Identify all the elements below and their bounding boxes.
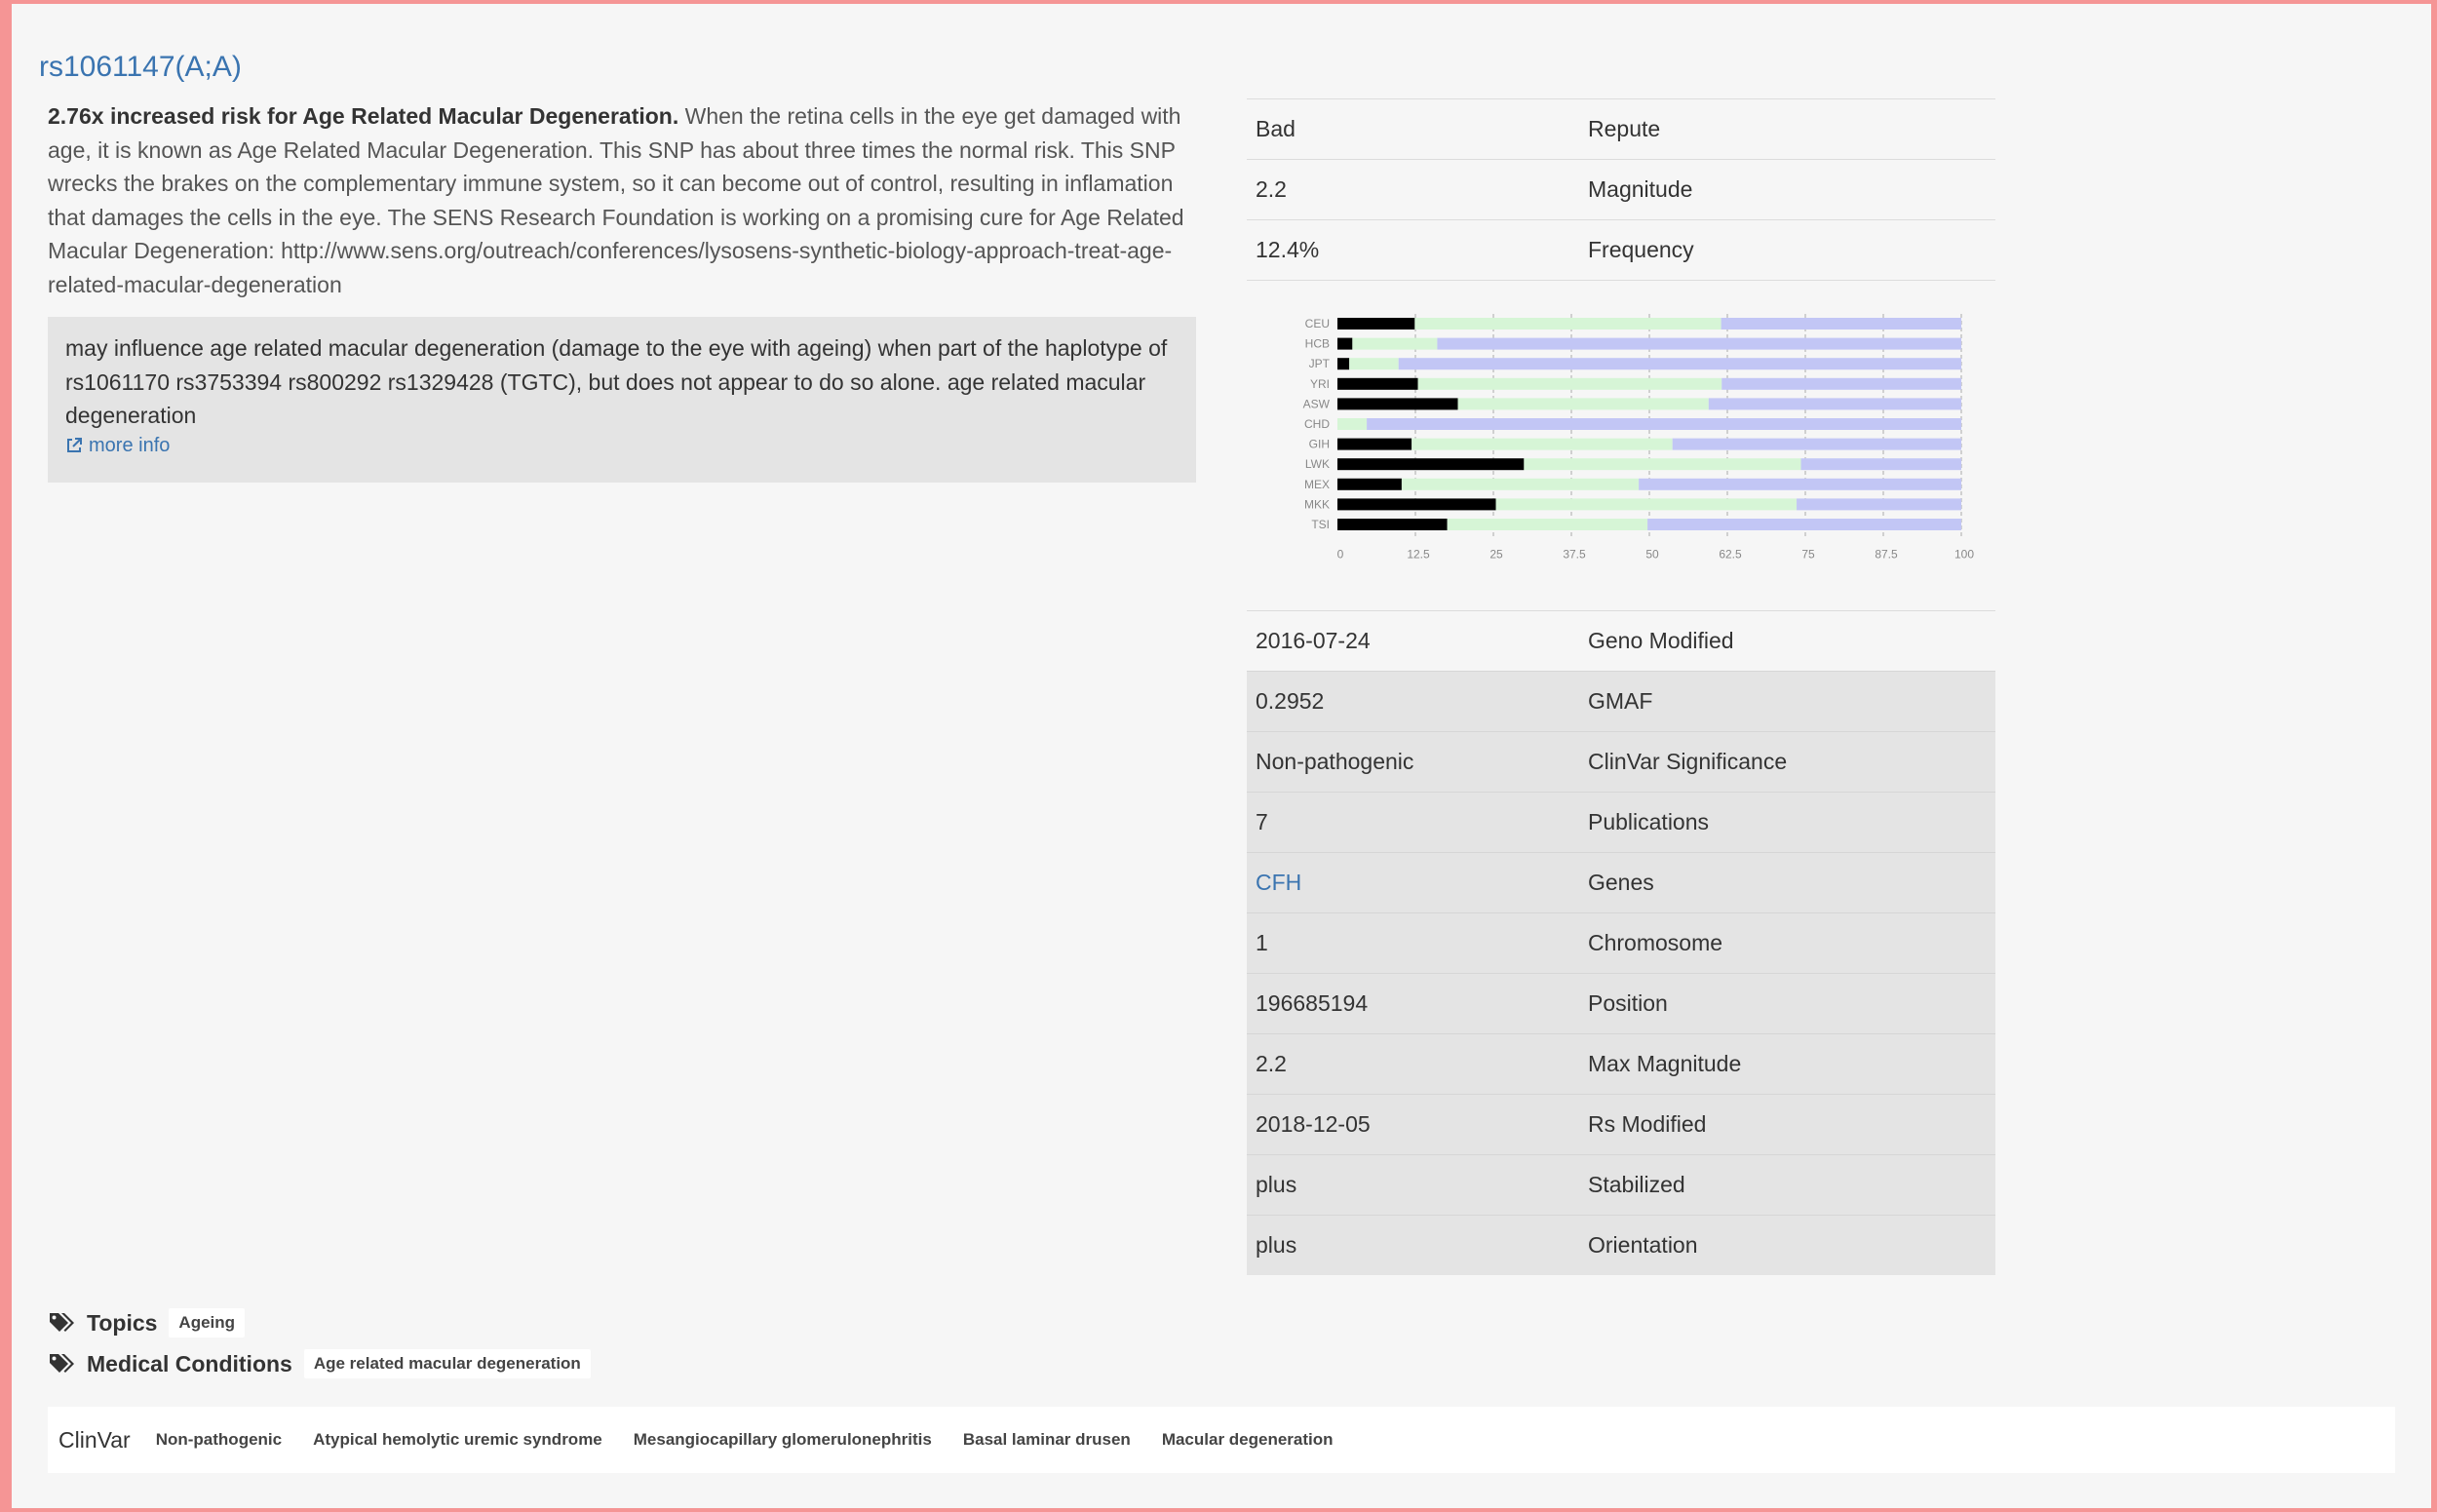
gmaf-label: GMAF xyxy=(1588,688,1653,714)
population-frequency-chart xyxy=(1287,310,1989,563)
tags-icon xyxy=(48,1352,75,1376)
category-label-tsi: TSI xyxy=(1311,518,1330,531)
orientation-label: Orientation xyxy=(1588,1232,1698,1258)
publications-value: 7 xyxy=(1256,809,1268,834)
table-row xyxy=(1247,852,1995,912)
category-label-lwk: LWK xyxy=(1304,457,1330,472)
table-divider xyxy=(1247,280,1995,281)
clinvar-bar xyxy=(48,1407,2395,1473)
category-label-asw: ASW xyxy=(1302,397,1330,411)
table-row xyxy=(1247,912,1995,973)
x-tick-37.5: 37.5 xyxy=(1563,547,1586,562)
magnitude-value: 2.2 xyxy=(1256,176,1287,202)
condition-tag[interactable]: Age related macular degeneration xyxy=(304,1349,591,1378)
bar-asw-ag xyxy=(1458,398,1709,409)
x-tick-87.5: 87.5 xyxy=(1875,547,1898,562)
topics-line xyxy=(48,1308,245,1338)
table-row xyxy=(1247,792,1995,852)
table-row xyxy=(1247,1215,1995,1275)
category-label-mex: MEX xyxy=(1303,477,1330,491)
stabilized-label: Stabilized xyxy=(1588,1172,1685,1197)
bar-chd-gg xyxy=(1367,418,1961,430)
repute-value: Bad xyxy=(1256,116,1296,141)
note-text: may influence age related macular degeneration (damage to the eye with ageing) when part of the haplotype of rs1061170 rs3753394 rs800292 rs1329428 (TGTC), but does not appear to do so alone. age related macular degeneration xyxy=(65,335,1168,428)
category-label-yri: YRI xyxy=(1309,376,1330,391)
bar-chd-ag xyxy=(1337,418,1367,430)
max-magnitude-value: 2.2 xyxy=(1256,1051,1287,1076)
topic-tag[interactable]: Ageing xyxy=(169,1308,245,1338)
more-info-link[interactable] xyxy=(65,435,170,457)
bar-yri-gg xyxy=(1721,378,1961,390)
table-row xyxy=(1247,1154,1995,1215)
bar-tsi-ag xyxy=(1448,519,1647,530)
bar-gih-gg xyxy=(1673,439,1961,450)
chromosome-value: 1 xyxy=(1256,930,1268,955)
frequency-value: 12.4% xyxy=(1256,237,1320,262)
more-info-label: more info xyxy=(89,434,171,456)
bar-tsi-aa xyxy=(1337,519,1448,530)
clinvar-label: ClinVar xyxy=(58,1426,131,1453)
x-tick-50: 50 xyxy=(1645,547,1659,562)
clinvar-significance-label: ClinVar Significance xyxy=(1588,749,1788,774)
table-row xyxy=(1247,98,1995,159)
orientation-value: plus xyxy=(1256,1232,1297,1258)
category-label-chd: CHD xyxy=(1304,417,1330,431)
chromosome-label: Chromosome xyxy=(1588,930,1723,955)
external-link-icon xyxy=(65,437,83,454)
bar-ceu-aa xyxy=(1337,318,1414,330)
bar-tsi-gg xyxy=(1647,519,1961,530)
x-tick-75: 75 xyxy=(1801,547,1815,562)
bar-ceu-ag xyxy=(1414,318,1721,330)
bar-asw-gg xyxy=(1709,398,1961,409)
table-row xyxy=(1247,1033,1995,1094)
bar-mex-ag xyxy=(1402,479,1639,490)
bar-mkk-aa xyxy=(1337,498,1496,510)
magnitude-label: Magnitude xyxy=(1588,176,1693,202)
repute-label: Repute xyxy=(1588,116,1661,141)
bar-gih-ag xyxy=(1412,439,1673,450)
bar-hcb-gg xyxy=(1437,338,1961,350)
table-row xyxy=(1247,1094,1995,1154)
table-row xyxy=(1247,731,1995,792)
category-label-gih: GIH xyxy=(1308,437,1330,451)
category-label-jpt: JPT xyxy=(1308,357,1330,371)
bar-gih-aa xyxy=(1337,439,1412,450)
x-tick-100: 100 xyxy=(1953,547,1975,562)
summary-text: When the retina cells in the eye get damaged with age, it is known as Age Related Macular Degeneration. This SNP has about three times the normal risk. This SNP wrecks the brakes on the complementary immune system, so it can become out of control, resulting in inflamation that damages the cells in the eye. The SENS Research Foundation is working on a promising cure for Age Related Macular Degeneration: http://www.sens.org/outreach/conferences/lysosens-synthetic-biology-approach-treat-age-related-macular-degeneration xyxy=(48,103,1184,297)
clinvar-tag[interactable]: Basal laminar drusen xyxy=(962,1430,1131,1449)
table-row xyxy=(1247,159,1995,219)
bar-yri-ag xyxy=(1418,378,1722,390)
snp-attributes-table xyxy=(1247,610,1995,1275)
bar-jpt-ag xyxy=(1349,358,1399,369)
table-row xyxy=(1247,671,1995,731)
bar-lwk-aa xyxy=(1337,458,1524,470)
bar-mex-aa xyxy=(1337,479,1402,490)
geno-modified-label: Geno Modified xyxy=(1588,628,1734,653)
bar-asw-aa xyxy=(1337,398,1458,409)
summary xyxy=(48,99,1198,301)
clinvar-tag[interactable]: Atypical hemolytic uremic syndrome xyxy=(313,1430,602,1449)
stabilized-value: plus xyxy=(1256,1172,1297,1197)
clinvar-tag[interactable]: Macular degeneration xyxy=(1161,1430,1334,1449)
frequency-label: Frequency xyxy=(1588,237,1694,262)
bar-yri-aa xyxy=(1337,378,1418,390)
bar-mkk-gg xyxy=(1797,498,1961,510)
clinvar-significance-value: Non-pathogenic xyxy=(1256,749,1414,774)
bar-mkk-ag xyxy=(1496,498,1797,510)
x-tick-12.5: 12.5 xyxy=(1407,547,1430,562)
topics-label: Topics xyxy=(87,1309,158,1336)
table-row xyxy=(1247,973,1995,1033)
x-tick-62.5: 62.5 xyxy=(1719,547,1742,562)
note-box xyxy=(48,317,1196,483)
tags-icon xyxy=(48,1311,75,1335)
gmaf-value: 0.2952 xyxy=(1256,688,1325,714)
table-row xyxy=(1247,219,1995,280)
medical-conditions-line xyxy=(48,1349,591,1378)
table-row xyxy=(1247,610,1995,671)
genes-label: Genes xyxy=(1588,870,1654,895)
bar-hcb-aa xyxy=(1337,338,1352,350)
bar-lwk-ag xyxy=(1524,458,1800,470)
category-label-ceu: CEU xyxy=(1304,317,1330,330)
bar-ceu-gg xyxy=(1721,318,1961,330)
genotype-attributes-table xyxy=(1247,98,1995,281)
category-label-hcb: HCB xyxy=(1304,336,1330,351)
summary-bold: 2.76x increased risk for Age Related Macular Degeneration. xyxy=(48,103,679,129)
x-tick-0: 0 xyxy=(1336,547,1344,562)
bar-hcb-ag xyxy=(1352,338,1437,350)
position-value: 196685194 xyxy=(1256,990,1369,1016)
page-title[interactable]: rs1061147(A;A) xyxy=(39,51,242,83)
medical-conditions-label: Medical Conditions xyxy=(87,1350,292,1376)
clinvar-tag[interactable]: Non-pathogenic xyxy=(155,1430,283,1449)
rs-modified-value: 2018-12-05 xyxy=(1256,1111,1371,1137)
bar-lwk-gg xyxy=(1801,458,1961,470)
gene-link-cfh[interactable]: CFH xyxy=(1256,870,1302,895)
genes-value xyxy=(1247,870,1588,896)
bar-mex-gg xyxy=(1639,479,1961,490)
bar-jpt-aa xyxy=(1337,358,1349,369)
category-label-mkk: MKK xyxy=(1303,497,1330,512)
max-magnitude-label: Max Magnitude xyxy=(1588,1051,1742,1076)
rs-modified-label: Rs Modified xyxy=(1588,1111,1707,1137)
publications-label: Publications xyxy=(1588,809,1710,834)
bar-jpt-gg xyxy=(1399,358,1961,369)
position-label: Position xyxy=(1588,990,1668,1016)
geno-modified-value: 2016-07-24 xyxy=(1256,628,1371,653)
x-tick-25: 25 xyxy=(1489,547,1503,562)
clinvar-tag[interactable]: Mesangiocapillary glomerulonephritis xyxy=(633,1430,932,1449)
